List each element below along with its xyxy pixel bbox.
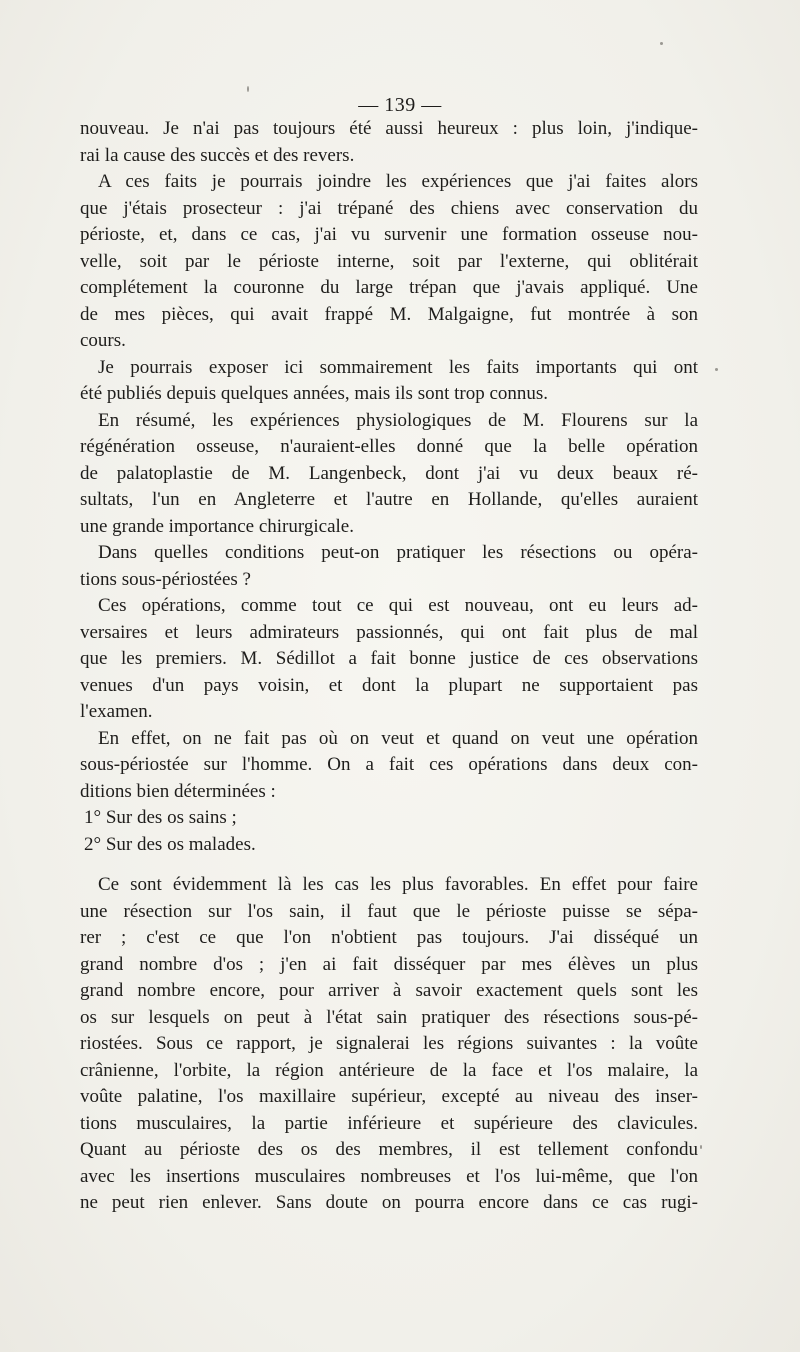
- text-line: nouveau. Je n'ai pas toujours été aussi heureux : plus loin, j'indique-: [80, 118, 698, 139]
- text-line: l'examen.: [80, 701, 153, 722]
- text-line: rai la cause des succès et des revers.: [80, 144, 355, 166]
- text-line: que j'étais prosecteur : j'ai trépané des chiens avec conservation du: [80, 197, 698, 219]
- text-line: Quant au périoste des os des membres, il est tellement confondu: [80, 1139, 698, 1160]
- list-item: 1° Sur des os sains ;: [84, 807, 237, 828]
- text-line: sous-périostée sur l'homme. On a fait ces opérations dans deux con-: [80, 754, 698, 775]
- text-line: velle, soit par le périoste interne, soit par l'externe, qui oblitérait: [80, 250, 698, 272]
- body-text: [80, 116, 698, 1217]
- text-line: tions sous-périostées ?: [80, 568, 251, 590]
- text-line: voûte palatine, l'os maxillaire supérieur, excepté au niveau des inser-: [80, 1086, 698, 1107]
- text-line: été publiés depuis quelques années, mais ils sont trop connus.: [80, 383, 549, 404]
- text-line: crânienne, l'orbite, la région antérieure de la face et l'os malaire, la: [80, 1059, 698, 1081]
- text-line: avec les insertions musculaires nombreuses et l'os lui-même, que l'on: [80, 1165, 698, 1187]
- text-line: Ce sont évidemment là les cas les plus favorables. En effet pour faire: [98, 874, 698, 895]
- text-line: de palatoplastie de M. Langenbeck, dont j'ai vu deux beaux ré-: [80, 462, 698, 484]
- text-line: sultats, l'un en Angleterre et l'autre en Hollande, qu'elles auraient: [80, 489, 698, 510]
- paper-speck: [715, 368, 718, 371]
- text-line: riostées. Sous ce rapport, je signalerai les régions suivantes : la voûte: [80, 1033, 698, 1054]
- text-line: ne peut rien enlever. Sans doute on pourra encore dans ce cas rugi-: [80, 1192, 698, 1213]
- text-line: os sur lesquels on peut à l'état sain pratiquer des résections sous-pé-: [80, 1006, 698, 1028]
- paper-speck: [700, 1145, 702, 1149]
- text-line: périoste, et, dans ce cas, j'ai vu survenir une formation osseuse nou-: [80, 224, 698, 245]
- text-line: Je pourrais exposer ici sommairement les faits importants qui ont: [98, 356, 698, 378]
- text-line: grand nombre d'os ; j'en ai fait disséquer par mes élèves un plus: [80, 953, 698, 975]
- page-number: — 139 —: [358, 94, 442, 116]
- text-line: une résection sur l'os sain, il faut que le périoste puisse se sépa-: [80, 900, 698, 922]
- text-line: grand nombre encore, pour arriver à savoir exactement quels sont les: [80, 980, 698, 1001]
- text-line: En effet, on ne fait pas où on veut et quand on veut une opération: [98, 727, 698, 749]
- text-line: A ces faits je pourrais joindre les expériences que j'ai faites alors: [98, 171, 698, 192]
- paper-speck: [660, 42, 663, 45]
- text-line: versaires et leurs admirateurs passionnés, qui ont fait plus de mal: [80, 621, 698, 643]
- text-line: une grande importance chirurgicale.: [80, 515, 354, 537]
- text-line: complétement la couronne du large trépan que j'avais appliqué. Une: [80, 277, 698, 298]
- text-line: cours.: [80, 330, 126, 351]
- text-line: En résumé, les expériences physiologiques de M. Flourens sur la: [98, 409, 698, 431]
- paragraph-gap: [80, 858, 698, 872]
- text-line: Dans quelles conditions peut-on pratiquer les résections ou opéra-: [98, 542, 698, 563]
- text-line: tions musculaires, la partie inférieure et supérieure des clavicules.: [80, 1112, 698, 1134]
- list-item: 2° Sur des os malades.: [84, 833, 256, 855]
- text-line: de mes pièces, qui avait frappé M. Malgaigne, fut montrée à son: [80, 303, 698, 325]
- text-line: régénération osseuse, n'auraient-elles donné que la belle opération: [80, 436, 698, 457]
- text-line: rer ; c'est ce que l'on n'obtient pas toujours. J'ai disséqué un: [80, 927, 698, 948]
- text-line: que les premiers. M. Sédillot a fait bonne justice de ces observations: [80, 648, 698, 669]
- text-line: Ces opérations, comme tout ce qui est nouveau, ont eu leurs ad-: [98, 595, 698, 616]
- paper-speck: [247, 86, 249, 92]
- text-line: ditions bien déterminées :: [80, 780, 276, 802]
- text-line: venues d'un pays voisin, et dont la plupart ne supportaient pas: [80, 674, 698, 696]
